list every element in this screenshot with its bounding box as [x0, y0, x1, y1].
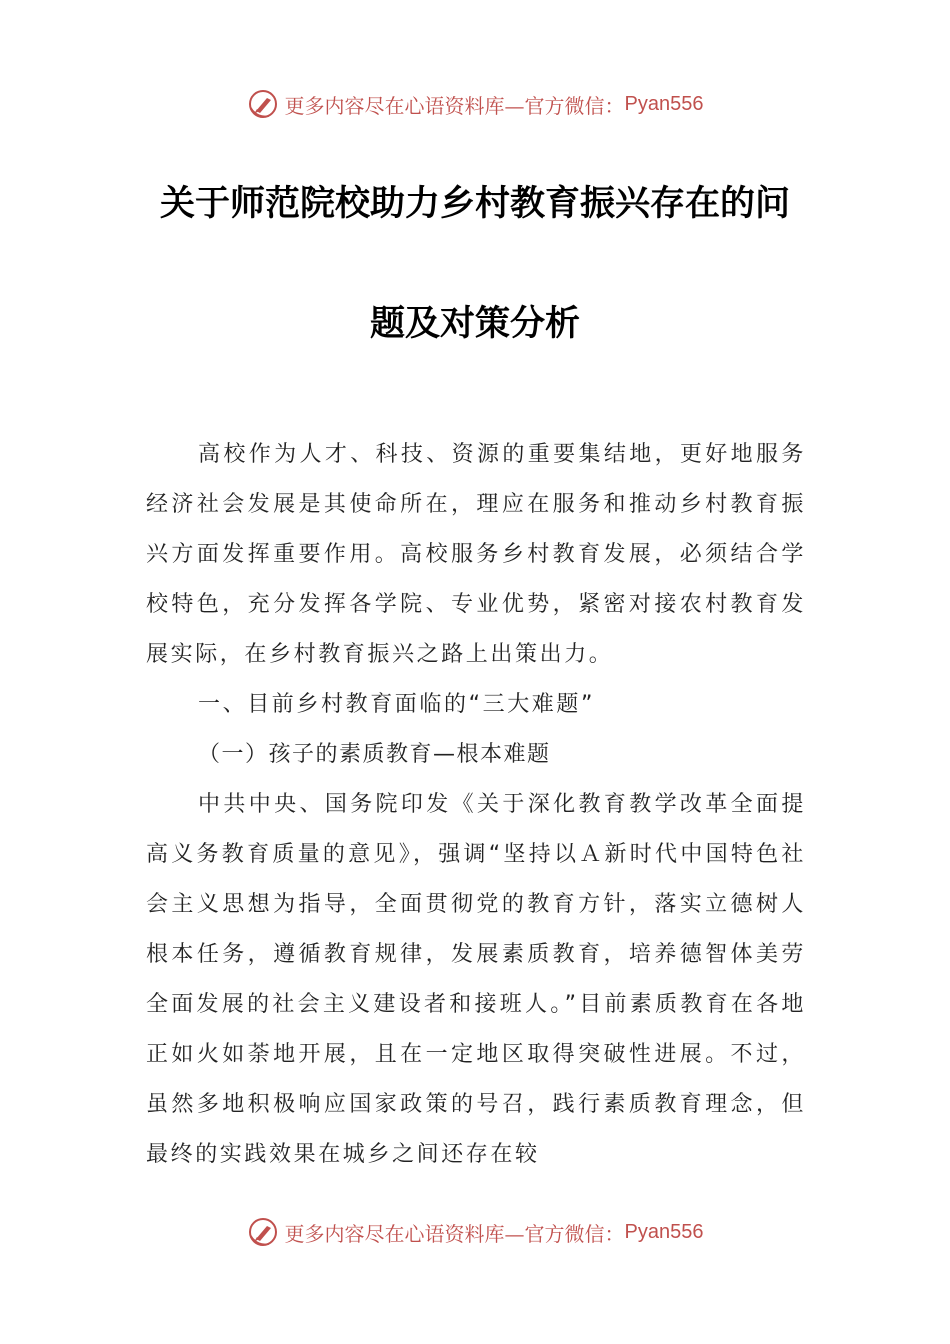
document-title-line-1: 关于师范院校助力乡村教育振兴存在的问	[159, 183, 790, 224]
footer-watermark	[0, 1212, 950, 1252]
pen-nib-logo-icon	[247, 88, 279, 120]
watermark-wechat-label: 官方微信：	[524, 1221, 625, 1246]
watermark-wechat-id: Pyan556	[624, 1220, 704, 1243]
subsection-heading: （一）孩子的素质教育—根本难题	[198, 742, 551, 767]
body-paragraph: 中共中央、国务院印发《关于深化教育教学改革全面提高义务教育质量的意见》，强调“坚持以Ａ新时代中国特色社会主义思想为指导，全面贯彻党的教育方针，落实立德树人根本任务，遵循教育规律，发展素质教育，培养德智体美劳全面发展的社会主义建设者和接班人。”目前素质教育在各地正如火如荼地开展，且在一定地区取得突破性进展。不过，虽然多地积极响应国家政策的号召，践行素质教育理念，但最终的实践效果在城乡之间还存在较	[146, 792, 806, 1167]
document-title-line-2: 题及对策分析	[369, 303, 580, 344]
watermark-wechat-id: Pyan556	[624, 92, 704, 115]
pen-nib-logo-icon	[247, 1216, 279, 1248]
watermark-text: 更多内容尽在心语资料库—	[284, 1221, 525, 1246]
header-watermark	[0, 84, 950, 124]
document-body	[146, 430, 806, 1180]
watermark-text: 更多内容尽在心语资料库—	[284, 93, 525, 118]
section-heading: 一、目前乡村教育面临的“三大难题”	[198, 692, 595, 717]
intro-paragraph: 高校作为人才、科技、资源的重要集结地，更好地服务经济社会发展是其使命所在，理应在服务和推动乡村教育振兴方面发挥重要作用。高校服务乡村教育发展，必须结合学校特色，充分发挥各学院、专业优势，紧密对接农村教育发展实际，在乡村教育振兴之路上出策出力。	[146, 442, 806, 667]
watermark-wechat-label: 官方微信：	[524, 93, 625, 118]
